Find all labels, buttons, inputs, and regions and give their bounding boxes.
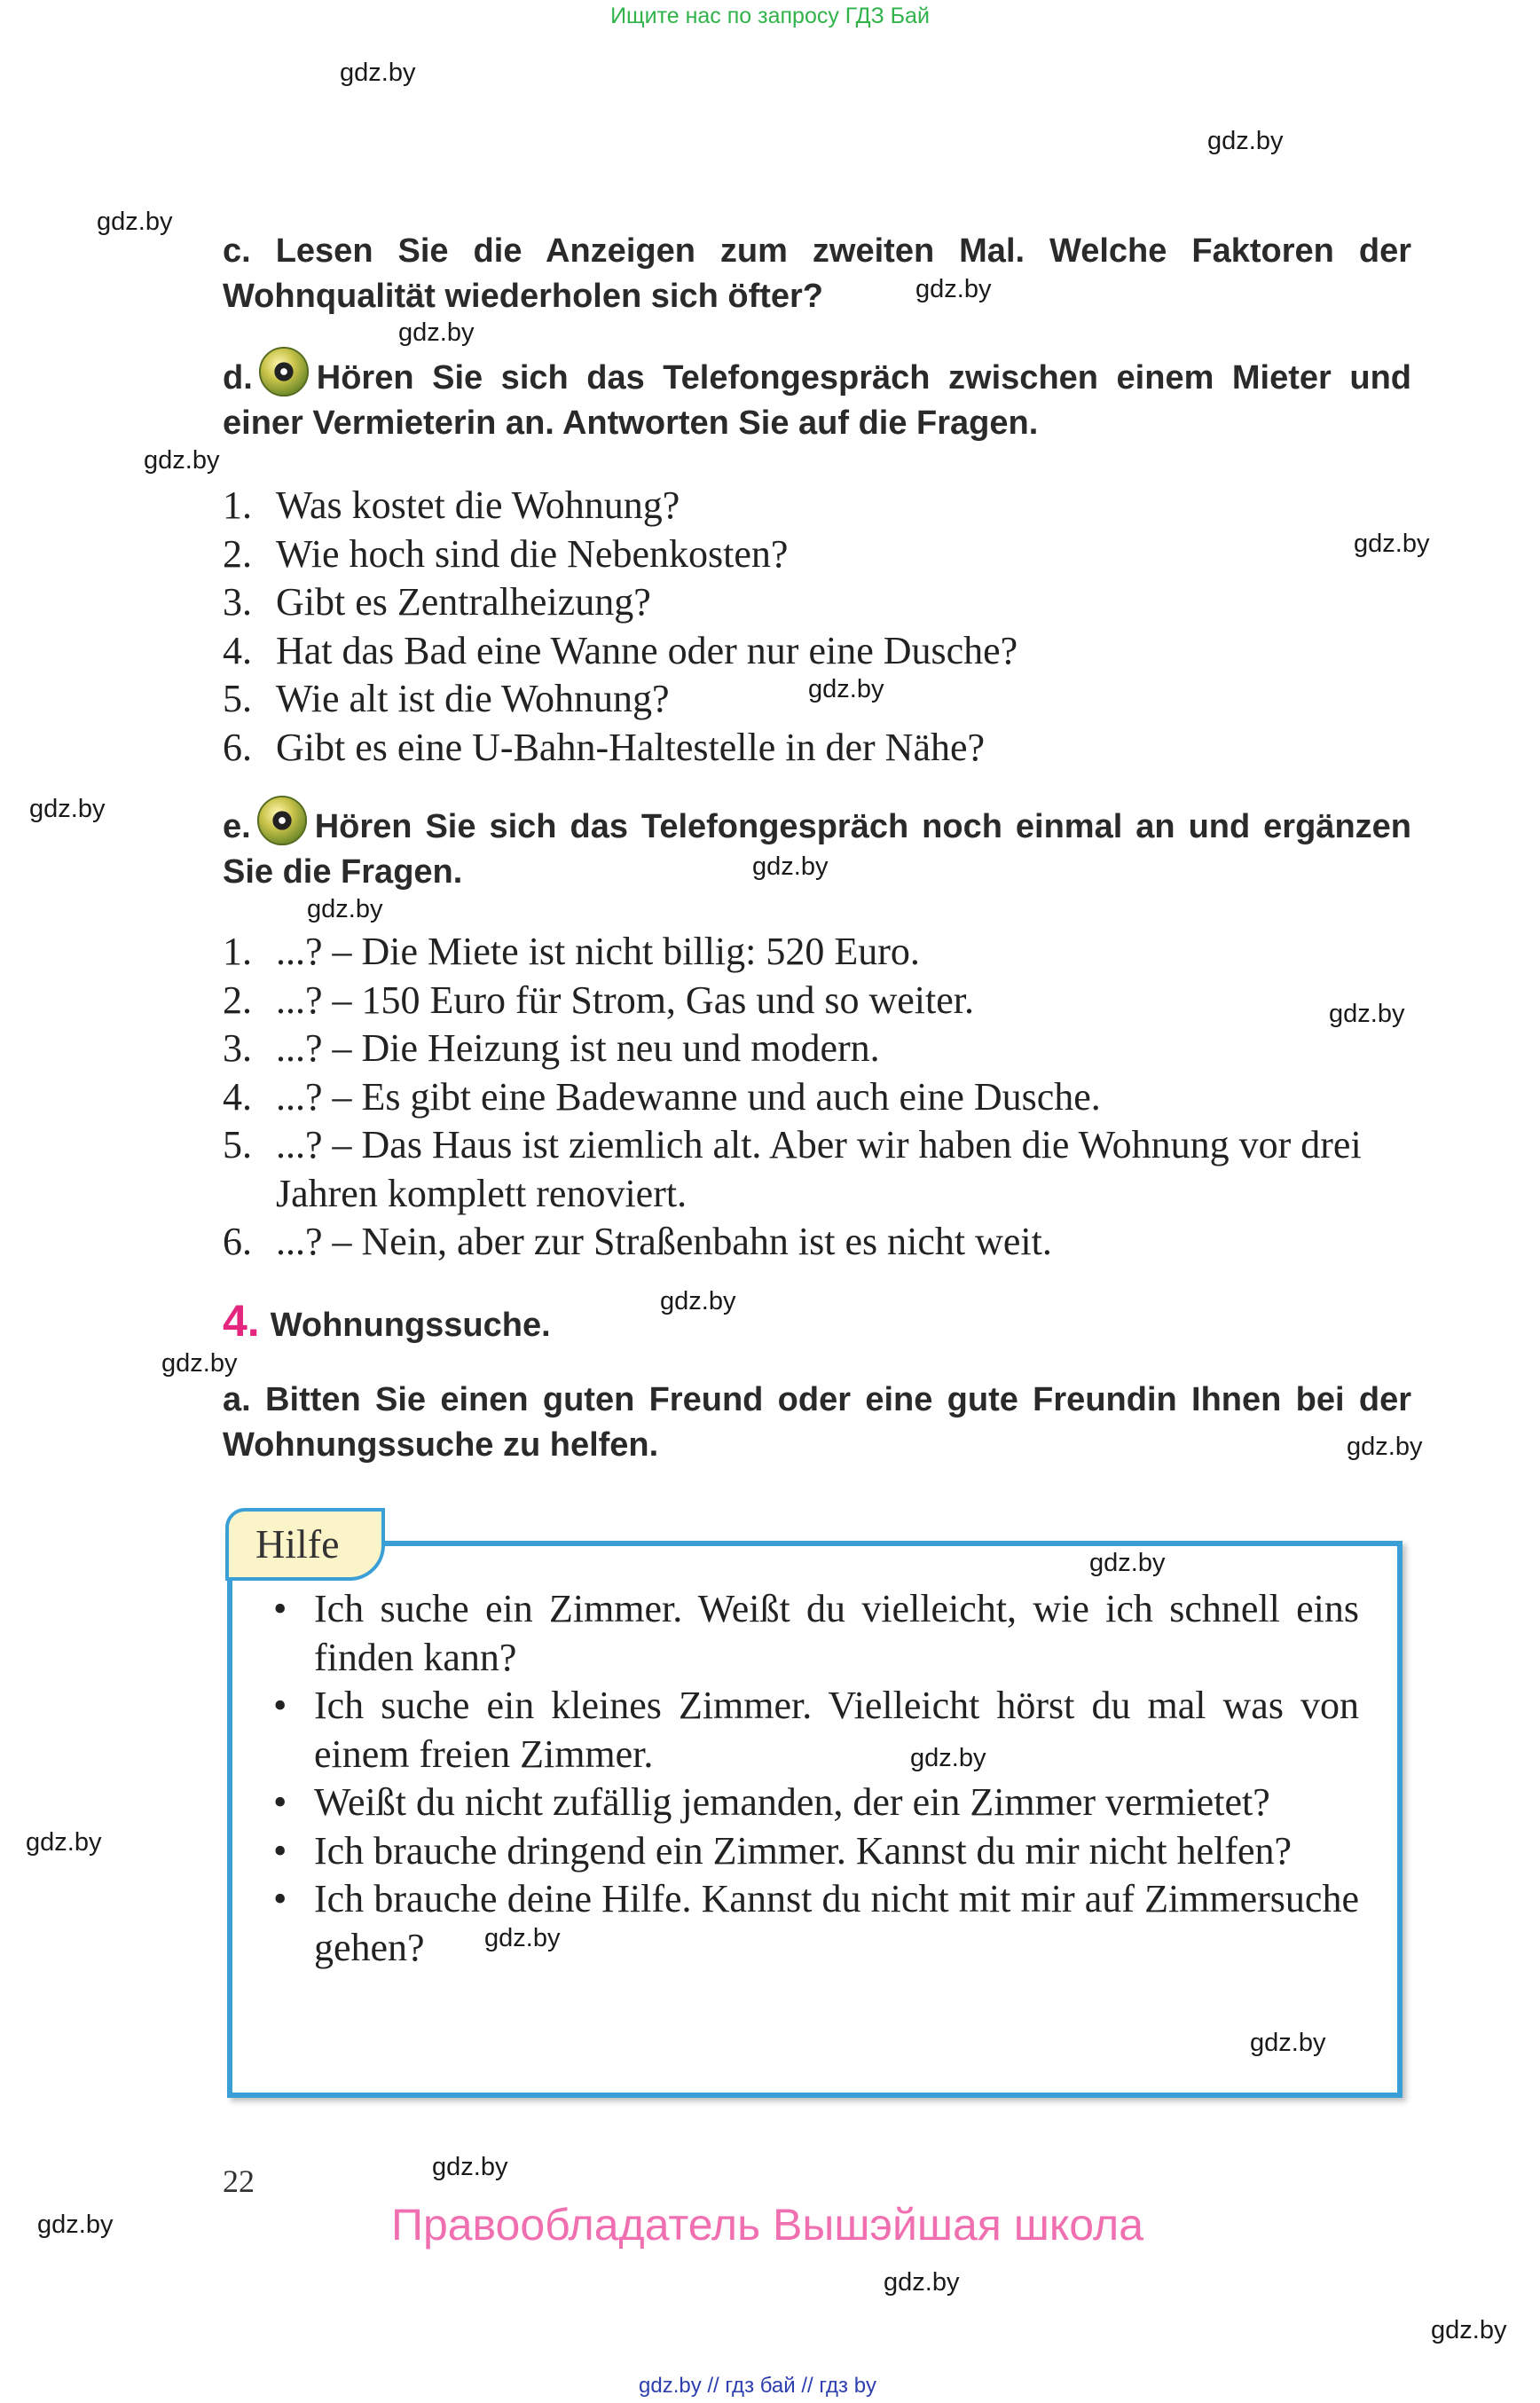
watermark: gdz.by bbox=[910, 1744, 986, 1772]
watermark: gdz.by bbox=[340, 59, 416, 87]
section-heading bbox=[223, 1295, 551, 1347]
item-text: ...? – 150 Euro für Strom, Gas und so weiter. bbox=[276, 978, 974, 1022]
watermark: gdz.by bbox=[915, 275, 992, 303]
list-item bbox=[223, 530, 1429, 579]
list-item bbox=[223, 482, 1429, 530]
watermark: gdz.by bbox=[432, 2153, 508, 2181]
watermark: gdz.by bbox=[752, 852, 829, 881]
item-text: ...? – Das Haus ist ziemlich alt. Aber wir haben die Wohnung vor drei Jahren komplett renoviert. bbox=[276, 1123, 1362, 1215]
list-item bbox=[223, 1025, 1429, 1073]
answers-list bbox=[223, 928, 1429, 1267]
watermark: gdz.by bbox=[144, 446, 220, 475]
section-title: Wohnungssuche. bbox=[270, 1307, 551, 1344]
item-number: 6. bbox=[223, 1220, 252, 1263]
item-number: 2. bbox=[223, 978, 252, 1022]
watermark: gdz.by bbox=[1089, 1549, 1166, 1577]
top-banner[interactable]: Ищите нас по запросу ГДЗ Бай bbox=[610, 4, 930, 28]
watermark: gdz.by bbox=[398, 318, 475, 347]
copyright-notice: Правообладатель Вышэйшая школа bbox=[391, 2200, 1143, 2250]
item-number: 3. bbox=[223, 580, 252, 624]
audio-cd-icon[interactable] bbox=[258, 346, 310, 397]
item-number: 5. bbox=[223, 1123, 252, 1166]
watermark: gdz.by bbox=[1347, 1433, 1423, 1461]
watermark: gdz.by bbox=[660, 1287, 736, 1315]
item-text: Wie alt ist die Wohnung? bbox=[276, 677, 670, 720]
hilfe-item: • Ich suche ein kleines Zimmer. Vielleicht hörst du mal was von einem freien Zimmer. bbox=[268, 1682, 1359, 1779]
footer-links[interactable]: gdz.by // гдз бай // гдз by bbox=[639, 2374, 877, 2398]
item-number: 6. bbox=[223, 725, 252, 769]
item-number: 2. bbox=[223, 531, 252, 576]
list-item bbox=[223, 1121, 1411, 1218]
instruction-letter: e. bbox=[223, 808, 251, 845]
watermark: gdz.by bbox=[161, 1349, 238, 1378]
item-text: Wie hoch sind die Nebenkosten? bbox=[276, 531, 789, 576]
hilfe-item: • Ich brauche dringend ein Zimmer. Kannst du mir nicht helfen? bbox=[268, 1827, 1359, 1876]
instruction-a bbox=[223, 1378, 1411, 1468]
hilfe-list bbox=[268, 1585, 1359, 1972]
item-number: 5. bbox=[223, 677, 252, 720]
list-item bbox=[223, 627, 1429, 676]
item-number: 1. bbox=[223, 930, 252, 973]
instruction-c bbox=[223, 229, 1411, 319]
watermark: gdz.by bbox=[808, 675, 884, 703]
section-number: 4. bbox=[223, 1296, 260, 1346]
hilfe-title: Hilfe bbox=[255, 1521, 340, 1567]
instruction-d bbox=[223, 346, 1411, 446]
watermark: gdz.by bbox=[37, 2211, 114, 2239]
item-number: 4. bbox=[223, 628, 252, 672]
item-text: ...? – Die Heizung ist neu und modern. bbox=[276, 1026, 880, 1070]
item-text: Was kostet die Wohnung? bbox=[276, 483, 680, 527]
item-text: Gibt es eine U-Bahn-Haltestelle in der Nähe? bbox=[276, 725, 986, 769]
instruction-letter: c. bbox=[223, 232, 251, 270]
watermark: gdz.by bbox=[26, 1828, 102, 1857]
instruction-text: Hören Sie sich das Telefongespräch noch einmal an und ergänzen Sie die Fragen. bbox=[223, 808, 1411, 891]
watermark: gdz.by bbox=[1329, 1000, 1405, 1028]
list-item bbox=[223, 578, 1429, 627]
watermark: gdz.by bbox=[307, 895, 383, 923]
list-item bbox=[223, 1073, 1429, 1122]
item-text: Hat das Bad eine Wanne oder nur eine Dusche? bbox=[276, 628, 1018, 672]
watermark: gdz.by bbox=[484, 1924, 561, 1952]
watermark: gdz.by bbox=[1207, 127, 1284, 155]
watermark: gdz.by bbox=[29, 795, 106, 823]
hilfe-item: • Ich suche ein Zimmer. Weißt du vielleicht, wie ich schnell eins finden kann? bbox=[268, 1585, 1359, 1682]
hilfe-item: • Ich brauche deine Hilfe. Kannst du nicht mit mir auf Zimmersuche gehen? bbox=[268, 1875, 1359, 1972]
questions-list bbox=[223, 482, 1429, 772]
instruction-letter: d. bbox=[223, 359, 253, 397]
item-text: ...? – Die Miete ist nicht billig: 520 Euro. bbox=[276, 930, 920, 973]
hilfe-item: • Weißt du nicht zufällig jemanden, der ein Zimmer vermietet? bbox=[268, 1779, 1359, 1827]
item-text: ...? – Es gibt eine Badewanne und auch eine Dusche. bbox=[276, 1074, 1101, 1119]
instruction-text: Bitten Sie einen guten Freund oder eine gute Freundin Ihnen bei der Wohnungssuche zu helfen. bbox=[223, 1381, 1412, 1464]
item-text: Gibt es Zentralheizung? bbox=[276, 580, 651, 624]
list-item bbox=[223, 675, 1429, 724]
list-item bbox=[223, 928, 1429, 977]
watermark: gdz.by bbox=[884, 2268, 960, 2297]
list-item bbox=[223, 1218, 1429, 1267]
instruction-e bbox=[223, 795, 1411, 895]
watermark: gdz.by bbox=[97, 208, 173, 236]
list-item bbox=[223, 724, 1429, 773]
instruction-letter: a. bbox=[223, 1381, 251, 1418]
instruction-text: Hören Sie sich das Telefongespräch zwischen einem Mieter und einer Vermieterin an. Antworten Sie auf die Fragen. bbox=[223, 359, 1411, 442]
watermark: gdz.by bbox=[1250, 2029, 1326, 2057]
instruction-text: Lesen Sie die Anzeigen zum zweiten Mal. Welche Faktoren der Wohnqualität wiederholen sich öfter? bbox=[223, 232, 1411, 315]
item-number: 4. bbox=[223, 1074, 252, 1119]
page-number: 22 bbox=[223, 2163, 255, 2199]
item-number: 3. bbox=[223, 1026, 252, 1070]
item-text: ...? – Nein, aber zur Straßenbahn ist es nicht weit. bbox=[276, 1220, 1052, 1263]
watermark: gdz.by bbox=[1354, 530, 1430, 558]
item-number: 1. bbox=[223, 483, 252, 527]
hilfe-tab bbox=[225, 1508, 385, 1581]
audio-cd-icon[interactable] bbox=[256, 795, 308, 846]
watermark: gdz.by bbox=[1431, 2316, 1507, 2344]
list-item bbox=[223, 977, 1429, 1025]
